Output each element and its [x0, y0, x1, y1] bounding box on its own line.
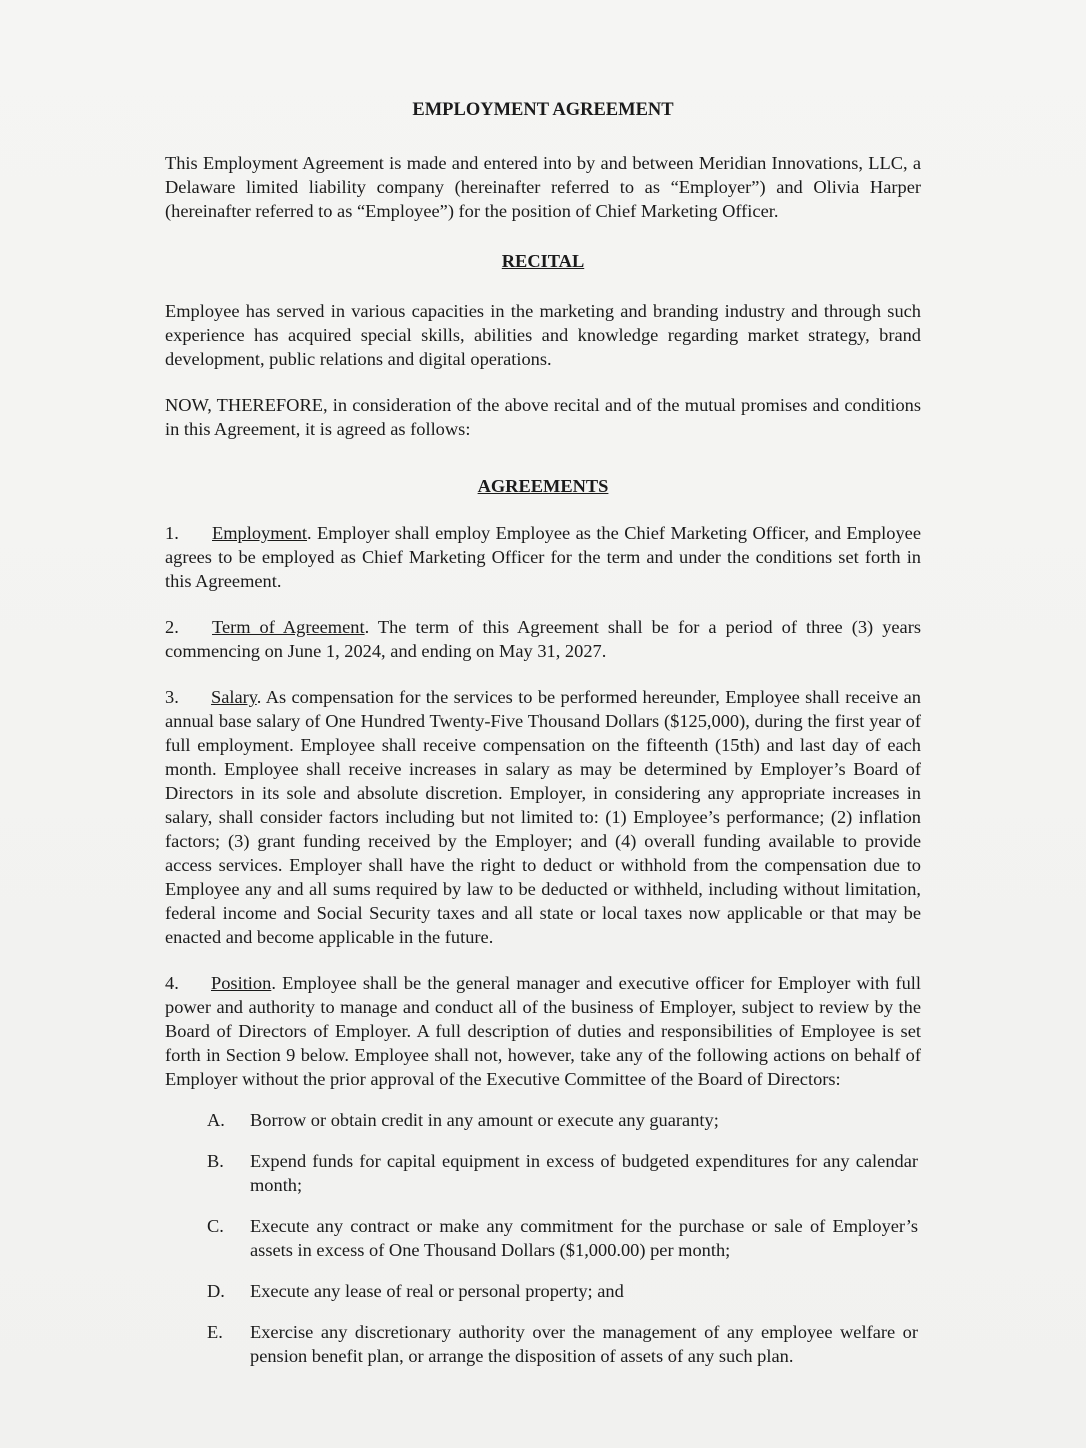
- section-heading: Term of Agreement: [212, 617, 365, 637]
- section-text: . Employee shall be the general manager and executive officer for Employer with full power and authority to manage and conduct all of the business of Employer, subject to review by the Board of Directors of Employer. A full description of duties and responsibilities of Employee is set forth in Section 9 below. Employee shall not, however, take any of the following actions on behalf of Employer without the prior approval of the Executive Committee of the Board of Directors:: [165, 973, 921, 1089]
- list-item: [207, 1279, 918, 1303]
- document-body: [165, 98, 921, 1368]
- list-item-letter: B.: [207, 1151, 224, 1171]
- section-heading: Employment: [212, 523, 308, 543]
- section-salary: [165, 685, 921, 949]
- recital-heading: RECITAL: [501, 251, 585, 271]
- list-item-letter: E.: [207, 1322, 223, 1342]
- list-item-text: Execute any contract or make any commitment for the purchase or sale of Employer’s assets in excess of One Thousand Dollars ($1,000.00) per month;: [250, 1216, 918, 1260]
- section-term: [165, 615, 921, 663]
- list-item: [207, 1149, 918, 1197]
- agreements-heading: AGREEMENTS: [477, 476, 609, 496]
- section-heading: Salary: [211, 687, 257, 707]
- section-number: 1.: [165, 523, 179, 543]
- list-item-text: Exercise any discretionary authority over the management of any employee welfare or pension benefit plan, or arrange the disposition of assets of any such plan.: [250, 1322, 918, 1366]
- list-item-text: Borrow or obtain credit in any amount or execute any guaranty;: [250, 1110, 719, 1130]
- section-position: [165, 971, 921, 1091]
- section-number: 3.: [165, 687, 179, 707]
- section-employment: [165, 521, 921, 593]
- restricted-actions-list: [165, 1108, 921, 1368]
- list-item: [207, 1320, 918, 1368]
- list-item: [207, 1108, 918, 1132]
- intro-paragraph: This Employment Agreement is made and entered into by and between Meridian Innovations, LLC, a Delaware limited liability company (hereinafter referred to as “Employer”) and Olivia Harper (hereinafter referred to as “Employee”) for the position of Chief Marketing Officer.: [165, 153, 921, 221]
- list-item-letter: A.: [207, 1110, 225, 1130]
- section-text: . Employer shall employ Employee as the Chief Marketing Officer, and Employee agrees to be employed as Chief Marketing Officer for the term and under the conditions set forth in this Agreement.: [165, 523, 921, 591]
- list-item: [207, 1214, 918, 1262]
- therefore-paragraph: NOW, THEREFORE, in consideration of the above recital and of the mutual promises and conditions in this Agreement, it is agreed as follows:: [165, 395, 921, 439]
- list-item-letter: C.: [207, 1216, 224, 1236]
- recital-paragraph: Employee has served in various capacities in the marketing and branding industry and through such experience has acquired special skills, abilities and knowledge regarding market strategy, brand development, public relations and digital operations.: [165, 301, 921, 369]
- section-heading: Position: [211, 973, 272, 993]
- list-item-letter: D.: [207, 1281, 225, 1301]
- section-number: 4.: [165, 973, 179, 993]
- section-text: . As compensation for the services to be performed hereunder, Employee shall receive an annual base salary of One Hundred Twenty-Five Thousand Dollars ($125,000), during the first year of full employment. Employee shall receive compensation on the fifteenth (15th) and last day of each month. Employee shall receive increases in salary as may be determined by Employer’s Board of Directors in its sole and absolute discretion. Employer, in considering any appropriate increases in salary, shall consider factors including but not limited to: (1) Employee’s performance; (2) inflation factors; (3) grant funding received by the Employer; and (4) overall funding available to provide access services. Employer shall have the right to deduct or withhold from the compensation due to Employee any and all sums required by law to be deducted or withheld, including without limitation, federal income and Social Security taxes and all state or local taxes now applicable or that may be enacted and become applicable in the future.: [165, 687, 921, 947]
- section-number: 2.: [165, 617, 179, 637]
- section-text: . The term of this Agreement shall be for a period of three (3) years commencing on June 1, 2024, and ending on May 31, 2027.: [165, 617, 921, 661]
- document-title: EMPLOYMENT AGREEMENT: [412, 100, 674, 120]
- list-item-text: Expend funds for capital equipment in excess of budgeted expenditures for any calendar month;: [250, 1151, 918, 1195]
- list-item-text: Execute any lease of real or personal property; and: [250, 1281, 624, 1301]
